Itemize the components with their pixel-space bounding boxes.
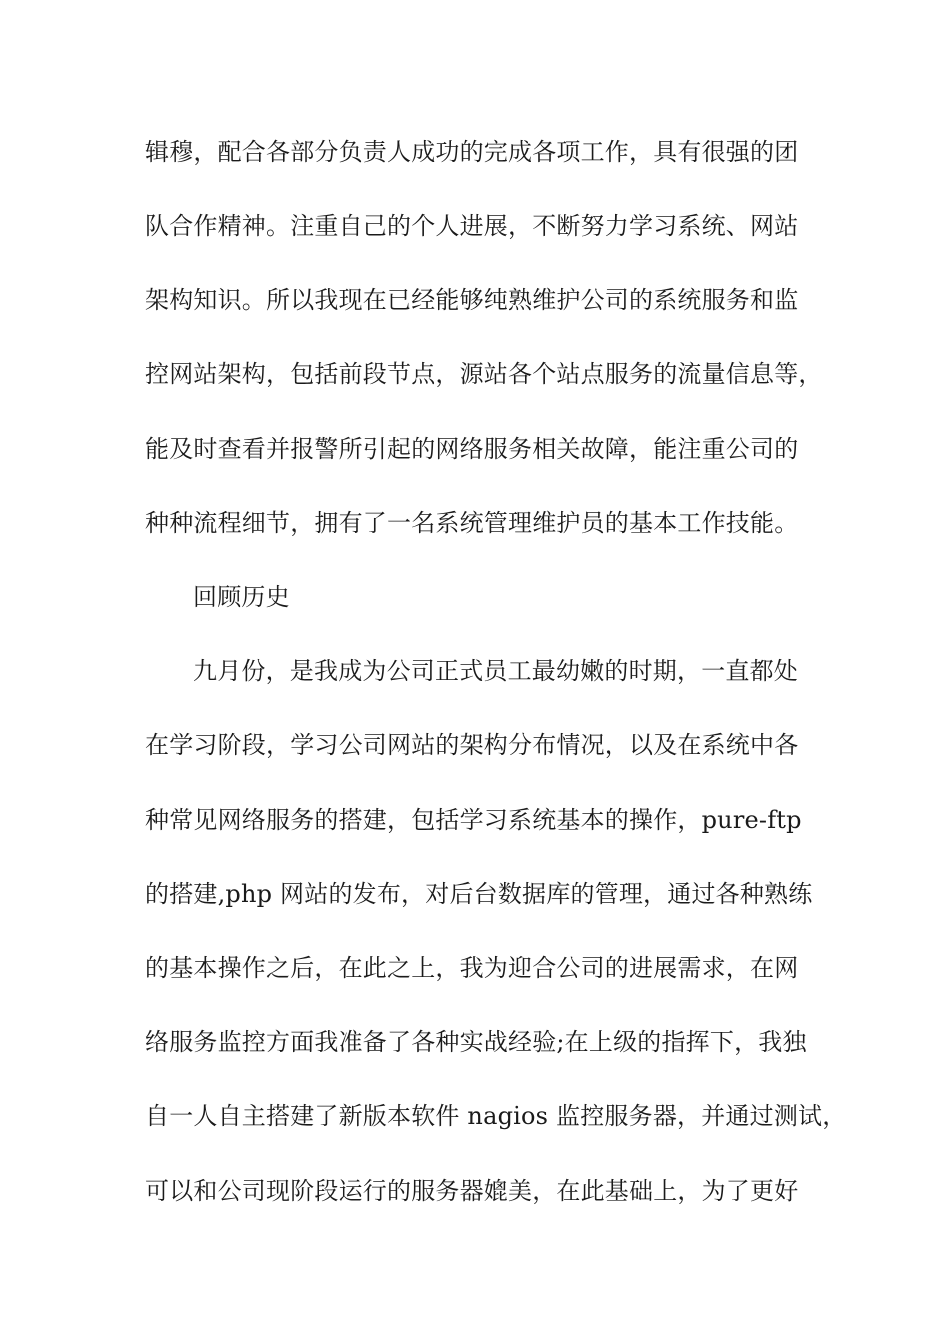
text-line: 络服务监控方面我准备了各种实战经验;在上级的指挥下，我独 (145, 1028, 807, 1056)
text-line: 的搭建,php 网站的发布，对后台数据库的管理，通过各种熟练 (145, 880, 813, 908)
text-line: 在学习阶段，学习公司网站的架构分布情况，以及在系统中各 (145, 731, 799, 759)
text-line: 自一人自主搭建了新版本软件 nagios 监控服务器，并通过测试， (145, 1102, 847, 1130)
text-line: 架构知识。所以我现在已经能够纯熟维护公司的系统服务和监 (145, 286, 799, 314)
text-line: 的基本操作之后，在此之上，我为迎合公司的进展需求，在网 (145, 954, 799, 982)
text-line: 九月份，是我成为公司正式员工最幼嫩的时期，一直都处 (193, 657, 798, 685)
text-line: 控网站架构，包括前段节点，源站各个站点服务的流量信息等， (145, 360, 823, 388)
text-line: 队合作精神。注重自己的个人进展，不断努力学习系统、网站 (145, 212, 799, 240)
text-line: 能及时查看并报警所引起的网络服务相关故障，能注重公司的 (145, 435, 799, 463)
text-line: 种种流程细节，拥有了一名系统管理维护员的基本工作技能。 (145, 509, 799, 537)
text-line: 可以和公司现阶段运行的服务器媲美，在此基础上，为了更好 (145, 1177, 799, 1205)
text-line: 种常见网络服务的搭建，包括学习系统基本的操作，pure-ftp (145, 806, 802, 834)
section-heading: 回顾历史 (193, 583, 290, 611)
text-line: 辑穆，配合各部分负责人成功的完成各项工作，具有很强的团 (145, 138, 799, 166)
